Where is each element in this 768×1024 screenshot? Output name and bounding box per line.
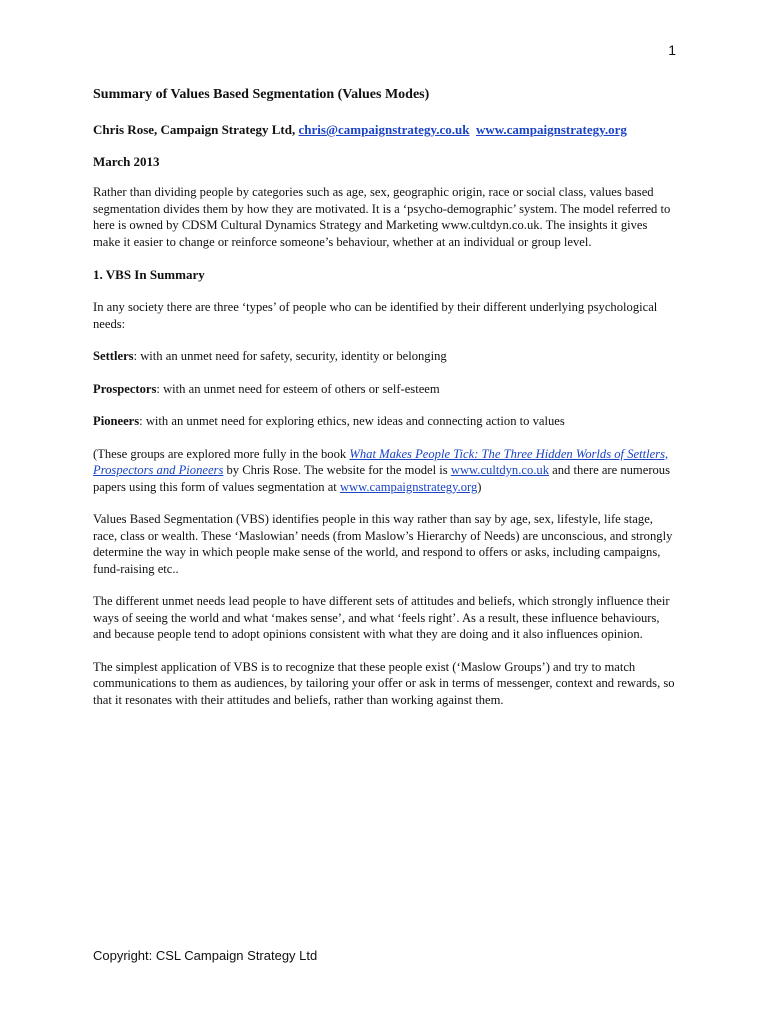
- pioneers-description: : with an unmet need for exploring ethics, new ideas and connecting action to values: [139, 414, 565, 428]
- settlers-description: : with an unmet need for safety, security, identity or belonging: [133, 349, 447, 363]
- document-content: [93, 86, 675, 724]
- book-reference-end: ): [477, 479, 482, 494]
- book-reference-papers: and there are numerous papers using this form of values segmentation at: [93, 463, 671, 494]
- author-website-link[interactable]: www.campaignstrategy.org: [475, 122, 627, 137]
- author-email-link[interactable]: chris@campaignstrategy.co.uk: [298, 122, 470, 137]
- book-title-link[interactable]: What Makes People Tick: The Three Hidden Worlds of Settlers, Prospectors and Pioneers: [93, 446, 669, 477]
- application-paragraph: The simplest application of VBS is to recognize that these people exist (‘Maslow Groups’) and try to match communications to them as audiences, by tailoring your offer or ask in terms of messenger, context and rewards, so that it resonates with their attitudes and beliefs, rather than working against them.: [93, 659, 675, 707]
- prospectors-label: Prospectors: [93, 381, 157, 396]
- author-name-organization: Chris Rose, Campaign Strategy Ltd,: [93, 122, 299, 137]
- model-website-link[interactable]: www.cultdyn.co.uk: [450, 463, 550, 477]
- pioneers-label: Pioneers: [93, 414, 140, 428]
- prospectors-description: : with an unmet need for esteem of others or self-esteem: [156, 381, 440, 396]
- groups-intro-paragraph: In any society there are three ‘types’ of people who can be identified by their different underlying psychological needs:: [93, 300, 658, 331]
- unmet-needs-paragraph: The different unmet needs lead people to have different sets of attitudes and beliefs, which strongly influence their ways of seeing the world and what ‘makes sense’, and what ‘feels right’. As a result, these influence behaviours, and because people tend to adopt opinions consistent with what they are doing and it also influences opinion.: [93, 594, 670, 641]
- book-reference-paragraph: [93, 446, 675, 496]
- document-title: Summary of Values Based Segmentation (Values Modes): [93, 87, 430, 102]
- publication-date: March 2013: [93, 154, 160, 169]
- settlers-definition: [93, 348, 675, 365]
- page-number: 1: [668, 42, 676, 58]
- settlers-label: Settlers: [93, 349, 134, 363]
- section-heading: 1. VBS In Summary: [93, 267, 205, 282]
- book-reference-middle: by Chris Rose. The website for the model is: [223, 463, 451, 477]
- vbs-description-paragraph: Values Based Segmentation (VBS) identifies people in this way rather than say by age, sex, lifestyle, life stage, race, class or wealth. These ‘Maslowian’ needs (from Maslow’s Hierarchy of Needs) are unconscious, and strongly determine the way in which people make sense of the world, and respond to offers or asks, including campaigns, fund-raising etc..: [93, 512, 673, 576]
- copyright-footer: Copyright: CSL Campaign Strategy Ltd: [93, 948, 318, 963]
- pioneers-definition: [93, 413, 675, 430]
- prospectors-definition: [93, 381, 675, 398]
- papers-website-link[interactable]: www.campaignstrategy.org: [339, 479, 478, 494]
- book-reference-start: (These groups are explored more fully in the book: [93, 446, 350, 461]
- intro-paragraph: Rather than dividing people by categories such as age, sex, geographic origin, race or social class, values based segmentation divides them by how they are motivated. It is a ‘psycho-demographic’ system. The model referred to here is owned by CDSM Cultural Dynamics Strategy and Marketing www.cultdyn.co.uk. The insights it gives make it easier to change or reinforce someone’s behaviour, whether at an individual or group level.: [93, 185, 671, 249]
- author-line: [93, 121, 675, 138]
